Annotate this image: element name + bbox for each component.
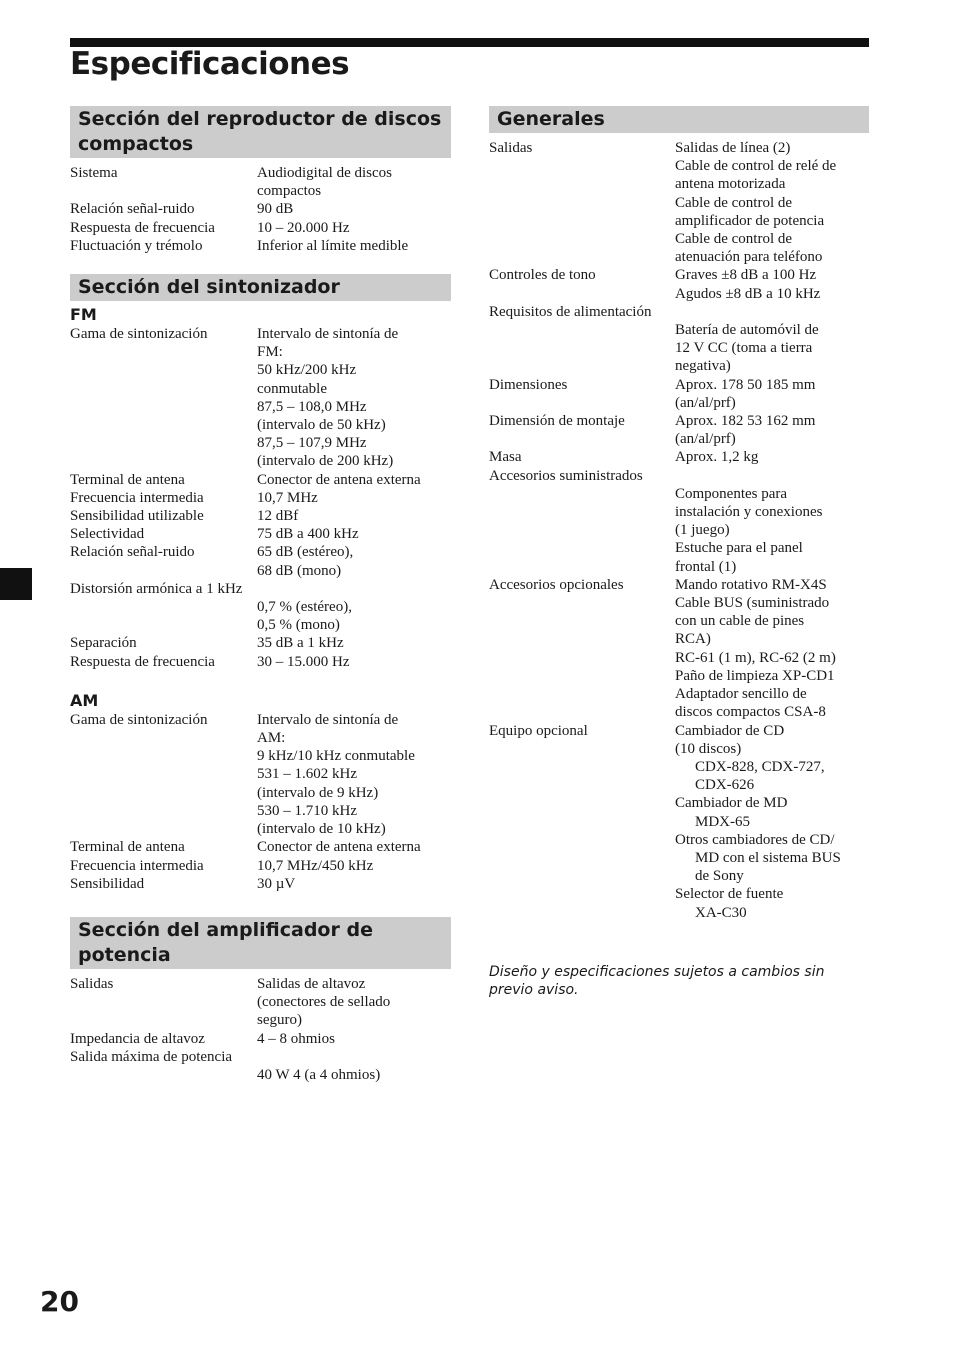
spec-row — [70, 471, 451, 489]
spec-value-line: Agudos ±8 dB a 10 kHz — [675, 285, 821, 302]
spec-row — [70, 653, 451, 671]
spec-value — [257, 857, 451, 875]
spec-label: Masa — [489, 449, 522, 466]
spec-value-line: (an/al/prf) — [675, 394, 736, 411]
spec-value — [257, 1066, 451, 1084]
spec-row — [70, 1048, 451, 1066]
fm-subheading: FM — [70, 305, 97, 325]
spec-value — [257, 219, 451, 237]
spec-value-line: 87,5 – 107,9 MHz — [257, 435, 367, 452]
spec-value — [675, 321, 869, 376]
spec-row — [70, 543, 451, 579]
spec-value-line: discos compactos CSA-8 — [675, 704, 826, 721]
spec-value-line: conmutable — [257, 380, 327, 397]
spec-label: Terminal de antena — [70, 471, 185, 488]
spec-row — [489, 303, 869, 321]
spec-value-line: Cable de control de relé de — [675, 158, 837, 175]
spec-value-line: RCA) — [675, 631, 711, 648]
spec-value-line: 10 – 20.000 Hz — [257, 219, 350, 236]
spec-value-line: Cable de control de — [675, 194, 793, 211]
page-title: Especificaciones — [70, 46, 350, 82]
am-rows — [70, 711, 451, 893]
spec-label: Fluctuación y trémolo — [70, 237, 203, 254]
spec-row — [70, 580, 451, 598]
spec-value-line: Aprox. 178 50 185 mm — [675, 376, 816, 393]
disclaimer-note: Diseño y especificaciones sujetos a cambios sin previo aviso. — [489, 963, 825, 998]
spec-label: Frecuencia intermedia — [70, 857, 204, 874]
spec-value-line: Conector de antena externa — [257, 471, 421, 488]
spec-value-line: atenuación para teléfono — [675, 249, 823, 266]
spec-value-line: Adaptador sencillo de — [675, 686, 807, 703]
spec-value — [257, 237, 451, 255]
spec-row — [70, 975, 451, 1030]
spec-label — [489, 485, 675, 576]
spec-value-line: Componentes para — [675, 485, 788, 502]
page-number: 20 — [40, 1285, 79, 1318]
spec-label: Salidas — [489, 140, 533, 156]
spec-row — [489, 485, 869, 576]
spec-value-line: 30 – 15.000 Hz — [257, 653, 350, 670]
spec-value-line: XA-C30 — [695, 904, 747, 921]
spec-label: Sistema — [70, 165, 118, 181]
spec-label: Controles de tono — [489, 267, 596, 284]
spec-value-line: Batería de automóvil de — [675, 322, 819, 339]
spec-row — [70, 857, 451, 875]
spec-label — [70, 598, 257, 634]
spec-value-line: 68 dB (mono) — [257, 562, 342, 579]
spec-value — [257, 634, 451, 652]
spec-row — [70, 507, 451, 525]
spec-value-line: antena motorizada — [675, 176, 786, 193]
spec-value-line: Selector de fuente — [675, 886, 784, 903]
spec-value-line: Salidas de altavoz — [257, 975, 366, 992]
spec-label: Sensibilidad — [70, 875, 145, 892]
spec-value — [257, 471, 451, 489]
spec-value — [257, 164, 451, 200]
general-section-heading: Generales — [489, 106, 869, 133]
spec-row — [489, 266, 869, 302]
spec-label: Accesorios opcionales — [489, 576, 624, 593]
amp-section-heading: Sección del amplificador de potencia — [70, 917, 451, 969]
spec-value-line: MD con el sistema BUS — [695, 849, 841, 866]
spec-row — [70, 1066, 451, 1084]
spec-row — [70, 164, 451, 200]
spec-value-line: amplificador de potencia — [675, 212, 825, 229]
spec-value-line: 35 dB a 1 kHz — [257, 635, 344, 652]
spec-row — [70, 489, 451, 507]
spec-value-line: Cambiador de CD — [675, 722, 785, 739]
spec-label: Dimensiones — [489, 376, 568, 393]
spec-row — [70, 1030, 451, 1048]
spec-value-line: 531 – 1.602 kHz — [257, 766, 357, 783]
spec-row — [70, 200, 451, 218]
spec-value-line: de Sony — [695, 868, 744, 885]
spec-value-line: Paño de limpieza XP-CD1 — [675, 667, 835, 684]
spec-value-line: 12 dBf — [257, 508, 299, 525]
spec-value-line: Intervalo de sintonía de — [257, 711, 399, 728]
spec-value-line: 30 µV — [257, 875, 296, 892]
spec-value — [257, 543, 451, 579]
spec-label: Terminal de antena — [70, 839, 185, 856]
spec-value-line: compactos — [257, 183, 322, 200]
spec-value-line: 10,7 MHz — [257, 489, 318, 506]
spec-row — [489, 139, 869, 266]
spec-value — [675, 485, 869, 576]
spec-value — [675, 376, 869, 412]
spec-value-line: Audiodigital de discos — [257, 165, 392, 181]
spec-label: Equipo opcional — [489, 722, 588, 739]
spec-value-line: 40 W 4 (a 4 ohmios) — [257, 1066, 381, 1083]
spec-value — [675, 576, 869, 722]
spec-value-line: Inferior al límite medible — [257, 237, 409, 254]
spec-value-line: Graves ±8 dB a 100 Hz — [675, 267, 817, 284]
spec-value-line: 10,7 MHz/450 kHz — [257, 857, 374, 874]
spec-row — [489, 412, 869, 448]
spec-value-line: (intervalo de 200 kHz) — [257, 453, 394, 470]
spec-label: Gama de sintonización — [70, 326, 208, 343]
spec-row — [70, 875, 451, 893]
spec-value — [675, 412, 869, 448]
spec-value — [257, 875, 451, 893]
spec-value — [257, 325, 451, 471]
spec-row — [489, 576, 869, 722]
spec-label: Respuesta de frecuencia — [70, 653, 215, 670]
spec-label — [70, 1066, 257, 1084]
spec-label: Relación señal-ruido — [70, 544, 195, 561]
spec-value-line: RC-61 (1 m), RC-62 (2 m) — [675, 649, 836, 666]
spec-value-line: CDX-626 — [695, 777, 755, 794]
spec-row — [70, 711, 451, 838]
spec-value-line: 0,7 % (estéreo), — [257, 599, 352, 616]
spec-value-line: 65 dB (estéreo), — [257, 544, 354, 561]
right-column — [489, 106, 869, 999]
spec-value-line: seguro) — [257, 1012, 302, 1029]
spec-value-line: con un cable de pines — [675, 613, 805, 630]
spec-value — [257, 525, 451, 543]
spec-value-line: (1 juego) — [675, 522, 730, 539]
spec-value-line: (intervalo de 10 kHz) — [257, 821, 386, 838]
am-subheading: AM — [70, 690, 99, 710]
spec-value-line: (10 discos) — [675, 740, 742, 757]
left-column — [70, 106, 451, 1084]
tuner-section-heading: Sección del sintonizador — [70, 274, 451, 301]
spec-label: Requisitos de alimentación — [489, 303, 652, 320]
spec-value-line: 4 – 8 ohmios — [257, 1030, 335, 1047]
spec-value-line: (intervalo de 9 kHz) — [257, 784, 379, 801]
spec-value-line: (an/al/prf) — [675, 431, 736, 448]
spec-value — [257, 838, 451, 856]
spec-value-line: Aprox. 182 53 162 mm — [675, 413, 816, 430]
cd-section-rows — [70, 158, 451, 255]
spec-value-line: Estuche para el panel — [675, 540, 803, 557]
spec-row — [70, 598, 451, 634]
amp-section-rows — [70, 969, 451, 1084]
spec-value-line: 9 kHz/10 kHz conmutable — [257, 748, 415, 765]
spec-value — [675, 722, 869, 922]
spec-value-line: 50 kHz/200 kHz — [257, 362, 357, 379]
spec-value-line: Cable de control de — [675, 231, 793, 248]
spec-value — [675, 266, 869, 302]
spec-value — [257, 200, 451, 218]
spec-label: Gama de sintonización — [70, 711, 208, 728]
spec-value — [675, 139, 869, 266]
spec-label: Relación señal-ruido — [70, 201, 195, 218]
spec-row — [489, 448, 869, 466]
spec-value-line: 87,5 – 108,0 MHz — [257, 398, 367, 415]
spec-value-line: MDX-65 — [695, 813, 750, 830]
spec-label: Impedancia de altavoz — [70, 1030, 205, 1047]
spec-row — [489, 722, 869, 922]
spec-label: Separación — [70, 635, 137, 652]
spec-label: Frecuencia intermedia — [70, 489, 204, 506]
cd-section-heading: Sección del reproductor de discos compactos — [70, 106, 451, 158]
spec-value-line: AM: — [257, 730, 286, 747]
spec-label: Selectividad — [70, 526, 145, 543]
fm-rows — [70, 325, 451, 671]
spec-value-line: 90 dB — [257, 201, 294, 218]
spec-value-line: (conectores de sellado — [257, 994, 391, 1011]
spec-value-line: Mando rotativo RM-X4S — [675, 576, 827, 593]
spec-value — [257, 507, 451, 525]
general-section-rows — [489, 133, 869, 922]
spec-value — [257, 598, 451, 634]
spec-value-line: 12 V CC (toma a tierra — [675, 340, 813, 357]
spec-value-line: FM: — [257, 344, 283, 361]
spec-row — [489, 467, 869, 485]
spec-row — [489, 321, 869, 376]
spec-label: Accesorios suministrados — [489, 467, 643, 484]
spec-label: Salida máxima de potencia — [70, 1048, 233, 1065]
spec-value-line: negativa) — [675, 358, 731, 375]
spec-value — [257, 1030, 451, 1048]
spec-value-line: instalación y conexiones — [675, 504, 823, 521]
spec-value — [257, 653, 451, 671]
spec-value-line: 75 dB a 400 kHz — [257, 526, 359, 543]
spec-label: Dimensión de montaje — [489, 413, 625, 430]
spec-value-line: 530 – 1.710 kHz — [257, 802, 357, 819]
spec-value-line: CDX-828, CDX-727, — [695, 758, 825, 775]
spec-row — [70, 237, 451, 255]
spec-label — [489, 321, 675, 376]
spec-value-line: (intervalo de 50 kHz) — [257, 417, 386, 434]
spec-value — [257, 975, 451, 1030]
spec-value — [257, 711, 451, 838]
spec-label: Salidas — [70, 975, 114, 992]
spec-label: Sensibilidad utilizable — [70, 508, 204, 525]
chapter-tab-marker — [0, 568, 32, 600]
spec-row — [489, 376, 869, 412]
spec-value-line: Cambiador de MD — [675, 795, 788, 812]
spec-value — [257, 489, 451, 507]
spec-value-line: Conector de antena externa — [257, 839, 421, 856]
spec-row — [70, 219, 451, 237]
spec-value-line: 0,5 % (mono) — [257, 617, 340, 634]
spec-row — [70, 838, 451, 856]
spec-value-line: Aprox. 1,2 kg — [675, 449, 759, 466]
spec-value-line: Cable BUS (suministrado — [675, 595, 830, 612]
spec-value-line: frontal (1) — [675, 558, 737, 575]
spec-row — [70, 325, 451, 471]
spec-value-line: Salidas de línea (2) — [675, 140, 791, 156]
spec-value-line: Otros cambiadores de CD/ — [675, 831, 835, 848]
spec-value — [675, 448, 869, 466]
spec-row — [70, 525, 451, 543]
spec-row — [70, 634, 451, 652]
spec-value-line: Intervalo de sintonía de — [257, 326, 399, 343]
spec-label: Distorsión armónica a 1 kHz — [70, 580, 243, 597]
spec-label: Respuesta de frecuencia — [70, 219, 215, 236]
